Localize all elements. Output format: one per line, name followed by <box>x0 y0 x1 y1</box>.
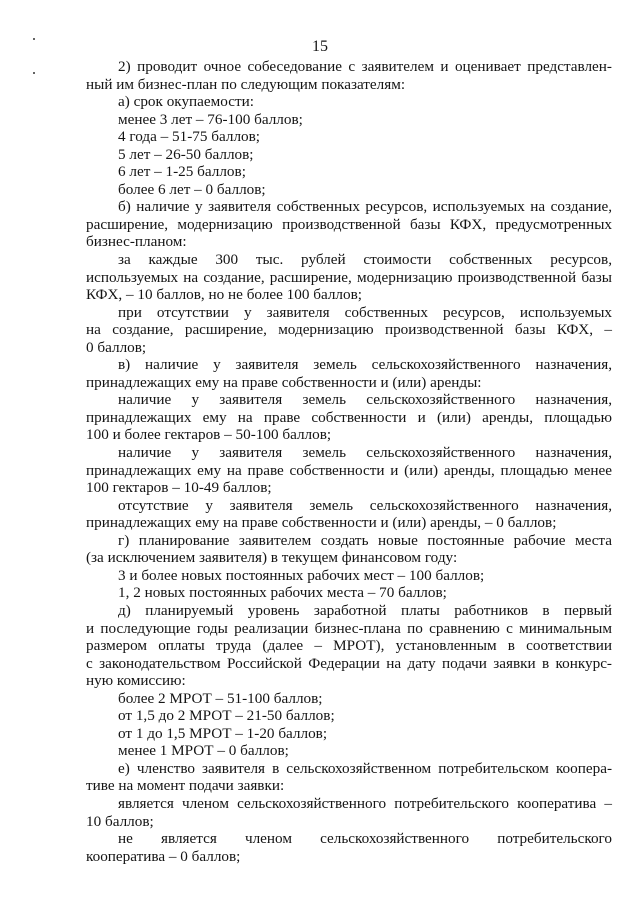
text-line: более 2 МРОТ – 51-100 баллов; <box>118 689 323 707</box>
text-line: на создание, расширение, модернизацию производственной базы КФХ, – <box>86 321 612 339</box>
text-line: 100 и более гектаров – 50-100 баллов; <box>86 426 332 444</box>
text-line: принадлежащих ему на праве собственности и (или) аренды, площадью <box>86 408 612 426</box>
text-line: от 1,5 до 2 МРОТ – 21-50 баллов; <box>118 707 335 725</box>
text-line: 4 года – 51-75 баллов; <box>118 128 261 146</box>
scan-speck <box>33 72 35 74</box>
text-line: принадлежащих ему на праве собственности и (или) аренды: <box>86 373 482 391</box>
text-line: 0 баллов; <box>86 338 147 356</box>
text-line: используемых на создание, расширение, модернизацию производственной базы <box>86 268 612 286</box>
text-line: расширение, модернизацию производственной базы КФХ, предусмотренных <box>86 215 612 233</box>
text-line: бизнес-планом: <box>86 233 187 251</box>
text-line: в) наличие у заявителя земель сельскохозяйственного назначения, <box>118 356 612 374</box>
text-line: принадлежащих ему на праве собственности и (или) аренды, площадью менее <box>86 461 612 479</box>
text-line: ный им бизнес-план по следующим показателям: <box>86 75 406 93</box>
text-line: а) срок окупаемости: <box>118 93 254 111</box>
text-line: не является членом сельскохозяйственного потребительского <box>118 830 612 848</box>
text-line: от 1 до 1,5 МРОТ – 1-20 баллов; <box>118 724 328 742</box>
text-line: 1, 2 новых постоянных рабочих места – 70 баллов; <box>118 584 447 602</box>
text-line: КФХ, – 10 баллов, но не более 100 баллов; <box>86 286 362 304</box>
text-line: является членом сельскохозяйственного потребительского кооператива – <box>118 794 612 812</box>
text-line: наличие у заявителя земель сельскохозяйственного назначения, <box>118 444 612 462</box>
text-line: размером оплаты труда (далее – МРОТ), установленным в соответствии <box>86 637 612 655</box>
text-line: принадлежащих ему на праве собственности и (или) аренды, – 0 баллов; <box>86 514 557 532</box>
text-line: е) членство заявителя в сельскохозяйственном потребительском коопера- <box>118 759 612 777</box>
text-line: и последующие годы реализации бизнес-плана по сравнению с минимальным <box>86 619 612 637</box>
document-body <box>86 58 612 865</box>
text-line: менее 3 лет – 76-100 баллов; <box>118 110 303 128</box>
text-line: более 6 лет – 0 баллов; <box>118 180 266 198</box>
text-line: ную комиссию: <box>86 672 186 690</box>
text-line: 6 лет – 1-25 баллов; <box>118 163 246 181</box>
text-line: 100 гектаров – 10-49 баллов; <box>86 479 272 497</box>
text-line: отсутствие у заявителя земель сельскохозяйственного назначения, <box>118 496 612 514</box>
text-line: г) планирование заявителем создать новые постоянные рабочие места <box>118 531 612 549</box>
page-number: 15 <box>312 38 328 55</box>
text-line: 10 баллов; <box>86 812 154 830</box>
text-line: с законодательством Российской Федерации на дату подачи заявки в конкурс- <box>86 654 612 672</box>
text-line: 2) проводит очное собеседование с заявителем и оценивает представлен- <box>118 58 612 75</box>
text-line: тиве на момент подачи заявки: <box>86 777 285 795</box>
text-line: д) планируемый уровень заработной платы работников в первый <box>118 601 612 619</box>
text-line: б) наличие у заявителя собственных ресурсов, используемых на создание, <box>118 198 612 216</box>
text-line: (за исключением заявителя) в текущем финансовом году: <box>86 549 458 567</box>
text-line: 3 и более новых постоянных рабочих мест – 100 баллов; <box>118 566 485 584</box>
text-line: при отсутствии у заявителя собственных ресурсов, используемых <box>118 303 612 321</box>
text-line: 5 лет – 26-50 баллов; <box>118 145 254 163</box>
text-line: менее 1 МРОТ – 0 баллов; <box>118 742 289 760</box>
scan-speck <box>33 38 35 40</box>
text-line: кооператива – 0 баллов; <box>86 847 241 865</box>
text-line: наличие у заявителя земель сельскохозяйственного назначения, <box>118 391 612 409</box>
text-line: за каждые 300 тыс. рублей стоимости собственных ресурсов, <box>118 251 612 269</box>
